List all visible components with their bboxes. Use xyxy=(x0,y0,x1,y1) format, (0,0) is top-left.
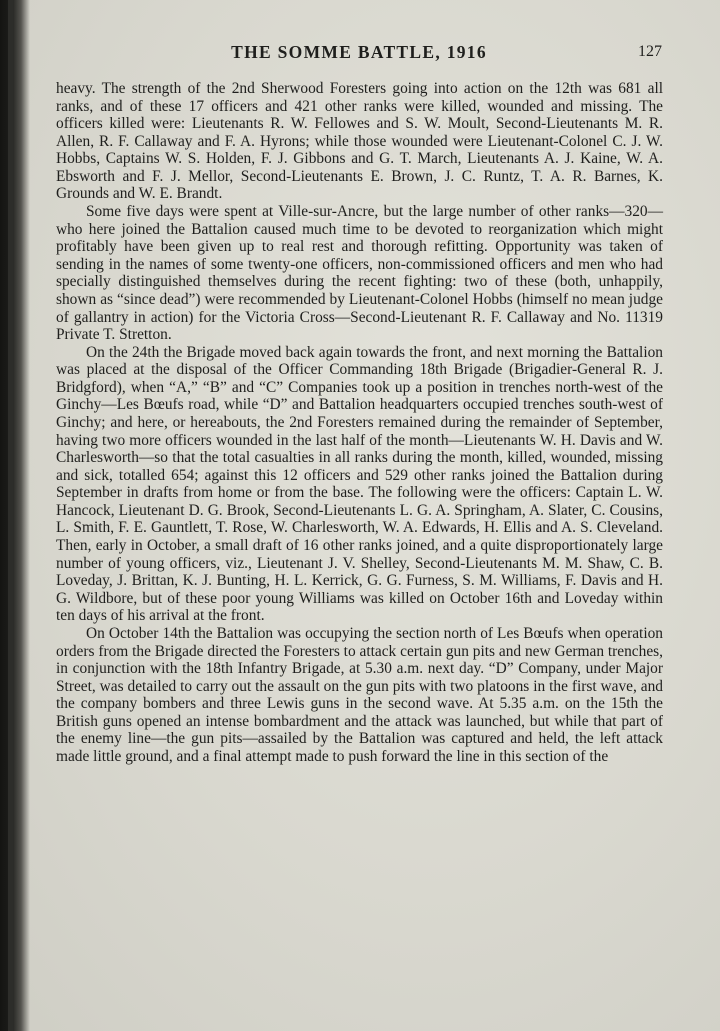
paragraph-4: On October 14th the Battalion was occupying the section north of Les Bœufs when operation orders from the Brigade directed the Foresters to attack certain gun pits and new German trenches, in conjunction with the 18th Infantry Brigade, at 5.30 a.m. next day. “D” Company, under Major Street, was detailed to carry out the assault on the gun pits with two platoons in the first wave, and the company bombers and three Lewis guns in the second wave. At 5.35 a.m. on the 15th the British guns opened an intense bombardment and the attack was launched, but while that part of the enemy line—the gun pits—assailed by the Battalion was captured and held, the left attack made little ground, and a final attempt made to push forward the line in this section of the xyxy=(56,624,663,765)
paragraph-1: heavy. The strength of the 2nd Sherwood Foresters going into action on the 12th was 681 all ranks, and of these 17 officers and 421 other ranks were killed, wounded and missing. The officers killed were: Lieutenants R. W. Fellowes and S. W. Moult, Second-Lieutenants M. R. Allen, R. F. Callaway and F. A. Hyrons; while those wounded were Lieutenant-Colonel C. J. W. Hobbs, Captains W. S. Holden, F. J. Gibbons and G. T. March, Lieutenants A. J. Kaine, W. A. Ebsworth and F. J. Mellor, Second-Lieutenants E. Brown, J. C. Runtz, T. A. R. Barnes, K. Grounds and W. E. Brandt. xyxy=(56,80,663,203)
page-number: 127 xyxy=(638,43,662,60)
paragraph-2: Some five days were spent at Ville-sur-Ancre, but the large number of other ranks—320—who here joined the Battalion caused much time to be devoted to reorganization which might profitably have been given up to real rest and thorough refitting. Opportunity was taken of sending in the names of some twenty-one officers, non-commissioned officers and men who had specially distinguished themselves during the recent fighting: two of these (both, unhappily, shown as “since dead”) were recommended by Lieutenant-Colonel Hobbs (himself no mean judge of gallantry in action) for the Victoria Cross—Second-Lieutenant R. F. Callaway and No. 11319 Private T. Stretton. xyxy=(56,203,663,344)
spine-edge xyxy=(8,0,13,1031)
running-title: THE SOMME BATTLE, 1916 xyxy=(231,42,487,62)
paragraph-3: On the 24th the Brigade moved back again towards the front, and next morning the Battalion was placed at the disposal of the Officer Commanding 18th Brigade (Brigadier-General R. J. Bridgford), when “A,” “B” and “C” Companies took up a position in trenches north-west of the Ginchy—Les Bœufs road, while “D” and Battalion headquarters occupied trenches south-west of Ginchy; and here, or hereabouts, the 2nd Foresters remained during the remainder of September, having two more officers wounded in the last half of the month—Lieutenants W. H. Davis and W. Charlesworth—so that the total casualties in all ranks during the month, killed, wounded, missing and sick, totalled 654; against this 12 officers and 529 other ranks joined the Battalion during September in drafts from home or from the base. The following were the officers: Captain L. W. Hancock, Lieutenant D. G. Brook, Second-Lieutenants L. G. A. Springham, A. Slater, C. Cousins, L. Smith, F. E. Gauntlett, T. Rose, W. Charlesworth, W. A. Edwards, H. Ellis and A. S. Cleveland. Then, early in October, a small draft of 16 other ranks joined, and a quite disproportionately large number of young officers, viz., Lieutenant J. V. Shelley, Second-Lieutenants M. M. Shaw, C. B. Loveday, J. Brittan, K. J. Bunting, H. L. Kerrick, G. G. Furness, S. M. Williams, F. Davis and H. G. Wildbore, but of these poor young Williams was killed on October 16th and Loveday within ten days of his arrival at the front. xyxy=(56,343,663,625)
book-spine-shadow xyxy=(0,0,30,1031)
page-header xyxy=(56,40,662,66)
body-text xyxy=(56,80,663,766)
